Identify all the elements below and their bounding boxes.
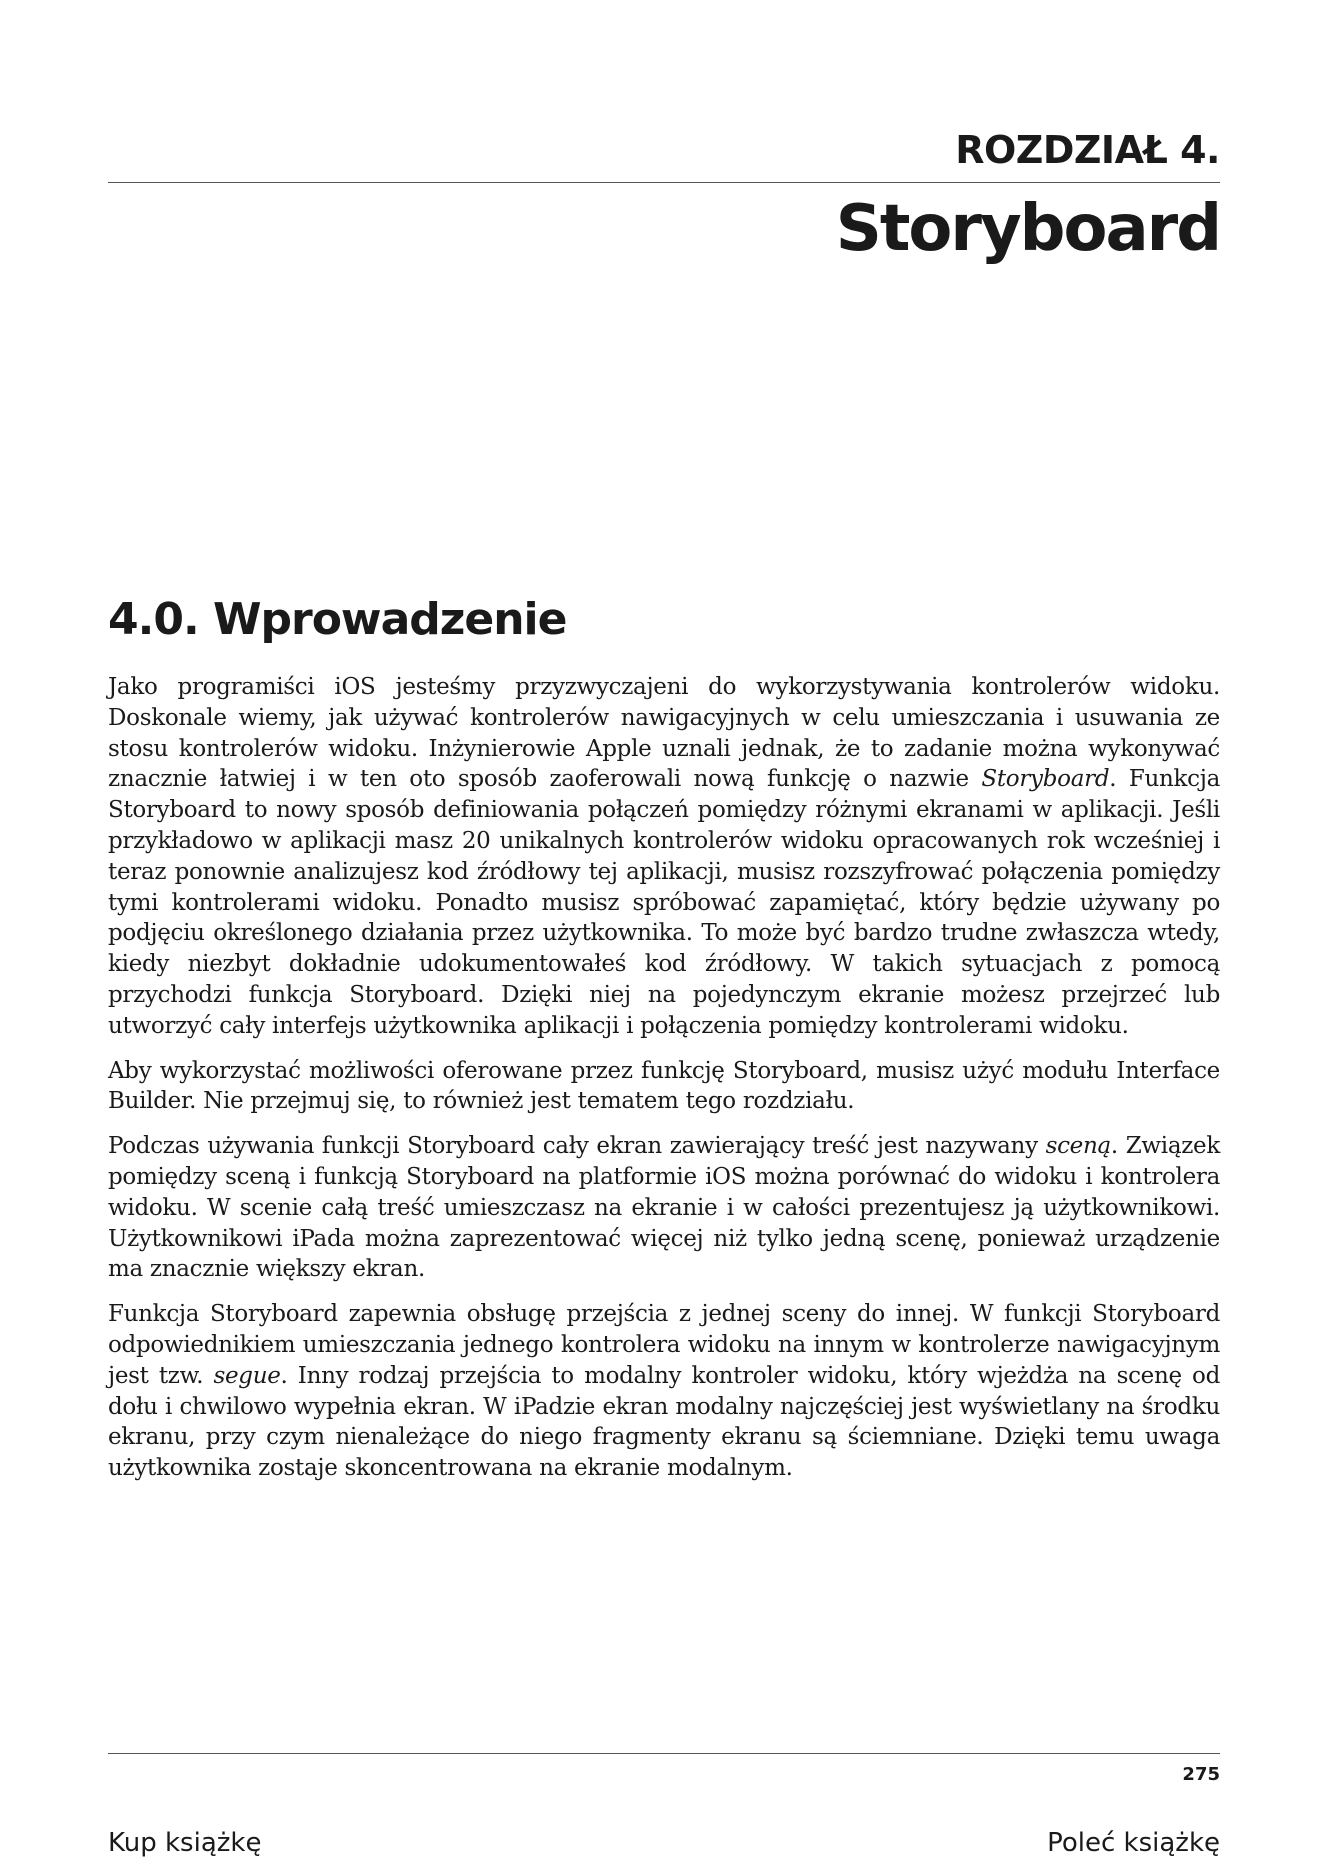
paragraph-1 (108, 672, 1220, 1042)
paragraph-1-part-b: . Funkcja Storyboard to nowy sposób definiowania połączeń pomiędzy różnymi ekranami w aplikacji. Jeśli przykładowo w aplikacji masz 20 unikalnych kontrolerów widoku opracowanych rok wcześniej i teraz ponownie analizujesz kod źródłowy tej aplikacji, musisz rozszyfrować połączenia pomiędzy tymi kontrolerami widoku. Ponadto musisz spróbować zapamiętać, który będzie używany po podjęciu określonego działania przez użytkownika. To może być bardzo trudne zwłaszcza wtedy, kiedy niezbyt dokładnie udokumentowałeś kod źródłowy. W takich sytuacjach z pomocą przychodzi funkcja Storyboard. Dzięki niej na pojedynczym ekranie możesz przejrzeć lub utworzyć cały interfejs użytkownika aplikacji i połączenia pomiędzy kontrolerami widoku. (108, 766, 1221, 1039)
chapter-title: Storyboard (835, 192, 1220, 266)
paragraph-3-part-a: Podczas używania funkcji Storyboard cały ekran zawierający treść jest nazywany (108, 1133, 1046, 1160)
chapter-label: ROZDZIAŁ 4. (955, 128, 1220, 172)
section-heading: 4.0. Wprowadzenie (108, 594, 567, 645)
paragraph-4-part-b: . Inny rodzaj przejścia to modalny kontroler widoku, który wjeżdża na scenę od dołu i chwilowo wypełnia ekran. W iPadzie ekran modalny najczęściej jest wyświetlany na środku ekranu, przy czym nienależące do niego fragmenty ekranu są ściemniane. Dzięki temu uwaga użytkownika zostaje skoncentrowana na ekranie modalnym. (108, 1362, 1220, 1482)
recommend-book-link[interactable]: Poleć książkę (1047, 1828, 1220, 1858)
paragraph-3-part-b: . Związek pomiędzy sceną i funkcją Storyboard na platformie iOS można porównać do widoku i kontrolera widoku. W scenie całą treść umieszczasz na ekranie i w całości prezentujesz ją użytkownikowi. Użytkownikowi iPada można zaprezentować więcej niż tylko jedną scenę, ponieważ urządzenie ma znacznie większy ekran. (108, 1133, 1220, 1283)
buy-book-link[interactable]: Kup książkę (108, 1828, 262, 1858)
page-number: 275 (1182, 1764, 1220, 1785)
header-rule (108, 182, 1220, 183)
paragraph-3 (108, 1131, 1220, 1285)
paragraph-4 (108, 1299, 1220, 1484)
paragraph-4-emphasis: segue (213, 1362, 281, 1389)
paragraph-2: Aby wykorzystać możliwości oferowane przez funkcję Storyboard, musisz użyć modułu Interface Builder. Nie przejmuj się, to również jest tematem tego rozdziału. (108, 1057, 1220, 1115)
footer-rule (108, 1753, 1220, 1754)
paragraph-1-part-a: Jako programiści iOS jesteśmy przyzwyczajeni do wykorzystywania kontrolerów widoku. Doskonale wiemy, jak używać kontrolerów nawigacyjnych w celu umieszczania i usuwania ze stosu kontrolerów widoku. Inżynierowie Apple uznali jednak, że to zadanie można wykonywać znacznie łatwiej i w ten oto sposób zaoferowali nową funkcję o nazwie (108, 674, 1220, 793)
paragraph-1-emphasis: Storyboard (981, 766, 1110, 793)
paragraph-4-part-a: Funkcja Storyboard zapewnia obsługę przejścia z jednej sceny do innej. W funkcji Storyboard odpowiednikiem umieszczania jednego kontrolera widoku na innym w kontrolerze nawigacyjnym jest tzw. (108, 1301, 1220, 1389)
body-text (108, 672, 1220, 1498)
paragraph-3-emphasis: sceną (1045, 1133, 1111, 1160)
